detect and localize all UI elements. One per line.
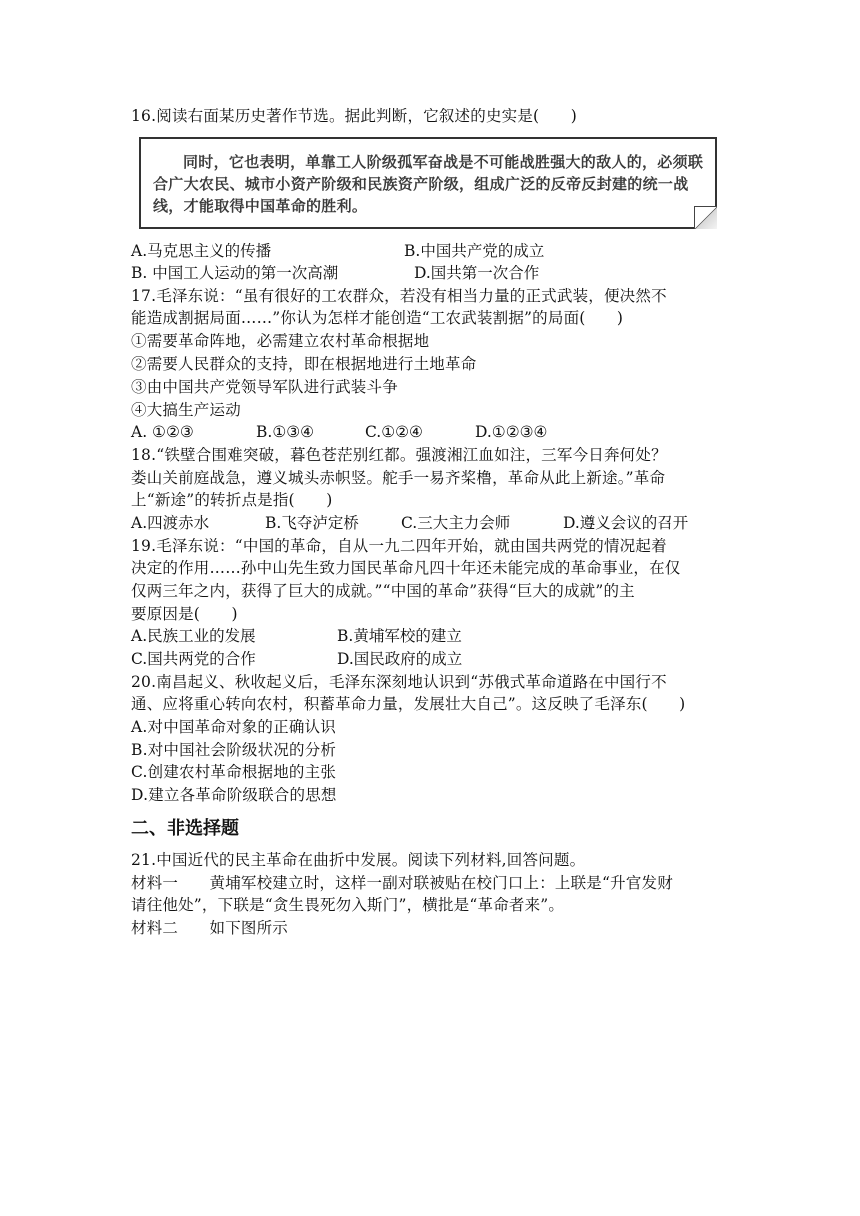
q19-option-d: D.国民政府的成立 xyxy=(337,650,463,668)
q17-stem-line1: 17.毛泽东说：“虽有很好的工农群众，若没有相当力量的正式武装，便决然不 xyxy=(131,287,667,305)
q19-option-a: A.民族工业的发展 xyxy=(131,627,256,645)
q17-item-4: ④大搞生产运动 xyxy=(131,401,241,419)
q16-excerpt-text: 同时，它也表明，单靠工人阶级孤军奋战是不可能战胜强大的敌人的，必须联合广大农民、城市小资产阶级和民族资产阶级，组成广泛的反帝反封建的统一战线，才能取得中国革命的胜利。 xyxy=(153,153,704,215)
q17-option-b: B.①③④ xyxy=(256,423,315,441)
q16-option-a: A.马克思主义的传播 xyxy=(131,242,272,260)
q20-option-a: A.对中国革命对象的正确认识 xyxy=(131,718,336,736)
q16-option-b: B.中国共产党的成立 xyxy=(404,242,545,260)
page-curl-icon xyxy=(694,206,717,229)
q17-option-a: A. ①②③ xyxy=(131,423,194,441)
q20-option-d: D.建立各革命阶级联合的思想 xyxy=(131,786,337,804)
q18-option-d: D.遵义会议的召开 xyxy=(563,514,689,532)
q16-excerpt-box xyxy=(139,137,717,229)
q18-option-a: A.四渡赤水 xyxy=(131,514,210,532)
q18-option-c: C.三大主力会师 xyxy=(401,514,511,532)
q19-option-b: B.黄埔军校的建立 xyxy=(337,627,462,645)
q21-material-1-line1: 材料一 黄埔军校建立时，这样一副对联被贴在校门口上：上联是“升官发财 xyxy=(131,874,673,892)
q20-option-b: B.对中国社会阶级状况的分析 xyxy=(131,741,337,759)
q16-option-c: B. 中国工人运动的第一次高潮 xyxy=(131,264,339,282)
q17-stem-line2: 能造成割据局面……”你认为怎样才能创造“工农武装割据”的局面( ) xyxy=(131,309,624,327)
q18-stem-line2: 娄山关前庭战急，遵义城头赤帜竖。舵手一易齐桨橹，革命从此上新途。”革命 xyxy=(131,469,666,487)
q20-stem-line2: 通、应将重心转向农村，积蓄革命力量，发展壮大自己”。这反映了毛泽东( ) xyxy=(131,695,686,713)
q16-stem: 16.阅读右面某历史著作节选。据此判断，它叙述的史实是( ) xyxy=(131,107,577,125)
q20-option-c: C.创建农村革命根据地的主张 xyxy=(131,763,337,781)
q21-material-2: 材料二 如下图所示 xyxy=(131,919,289,937)
q17-item-2: ②需要人民群众的支持，即在根据地进行土地革命 xyxy=(131,355,477,373)
q17-option-d: D.①②③④ xyxy=(475,423,548,441)
q18-stem-line1: 18.“铁壁合围难突破，暮色苍茫别红都。强渡湘江血如注，三军今日奔何处？ xyxy=(131,446,667,464)
q19-stem-line2: 决定的作用……孙中山先生致力国民革命凡四十年还未能完成的革命事业，在仅 xyxy=(131,559,681,577)
q17-item-1: ①需要革命阵地，必需建立农村革命根据地 xyxy=(131,332,430,350)
q18-stem-line3: 上“新途”的转折点是指( ) xyxy=(131,491,333,509)
q21-stem: 21.中国近代的民主革命在曲折中发展。阅读下列材料,回答问题。 xyxy=(131,851,586,869)
q19-stem-line3: 仅两三年之内，获得了巨大的成就。”“中国的革命”获得“巨大的成就”的主 xyxy=(131,582,635,600)
q19-stem-line4: 要原因是( ) xyxy=(131,605,238,623)
q16-option-d: D.国共第一次合作 xyxy=(414,264,540,282)
q17-item-3: ③由中国共产党领导军队进行武装斗争 xyxy=(131,378,398,396)
q17-option-c: C.①②④ xyxy=(365,423,423,441)
q18-option-b: B.飞夺泸定桥 xyxy=(265,514,359,532)
section-title: 二、非选择题 xyxy=(131,818,239,839)
q19-option-c: C.国共两党的合作 xyxy=(131,650,256,668)
q19-stem-line1: 19.毛泽东说：“中国的革命，自从一九二四年开始，就由国共两党的情况起着 xyxy=(131,537,667,555)
q21-material-1-line2: 请往他处”，下联是“贪生畏死勿入斯门”，横批是“革命者来”。 xyxy=(131,896,565,914)
q20-stem-line1: 20.南昌起义、秋收起义后，毛泽东深刻地认识到“苏俄式革命道路在中国行不 xyxy=(131,673,667,691)
